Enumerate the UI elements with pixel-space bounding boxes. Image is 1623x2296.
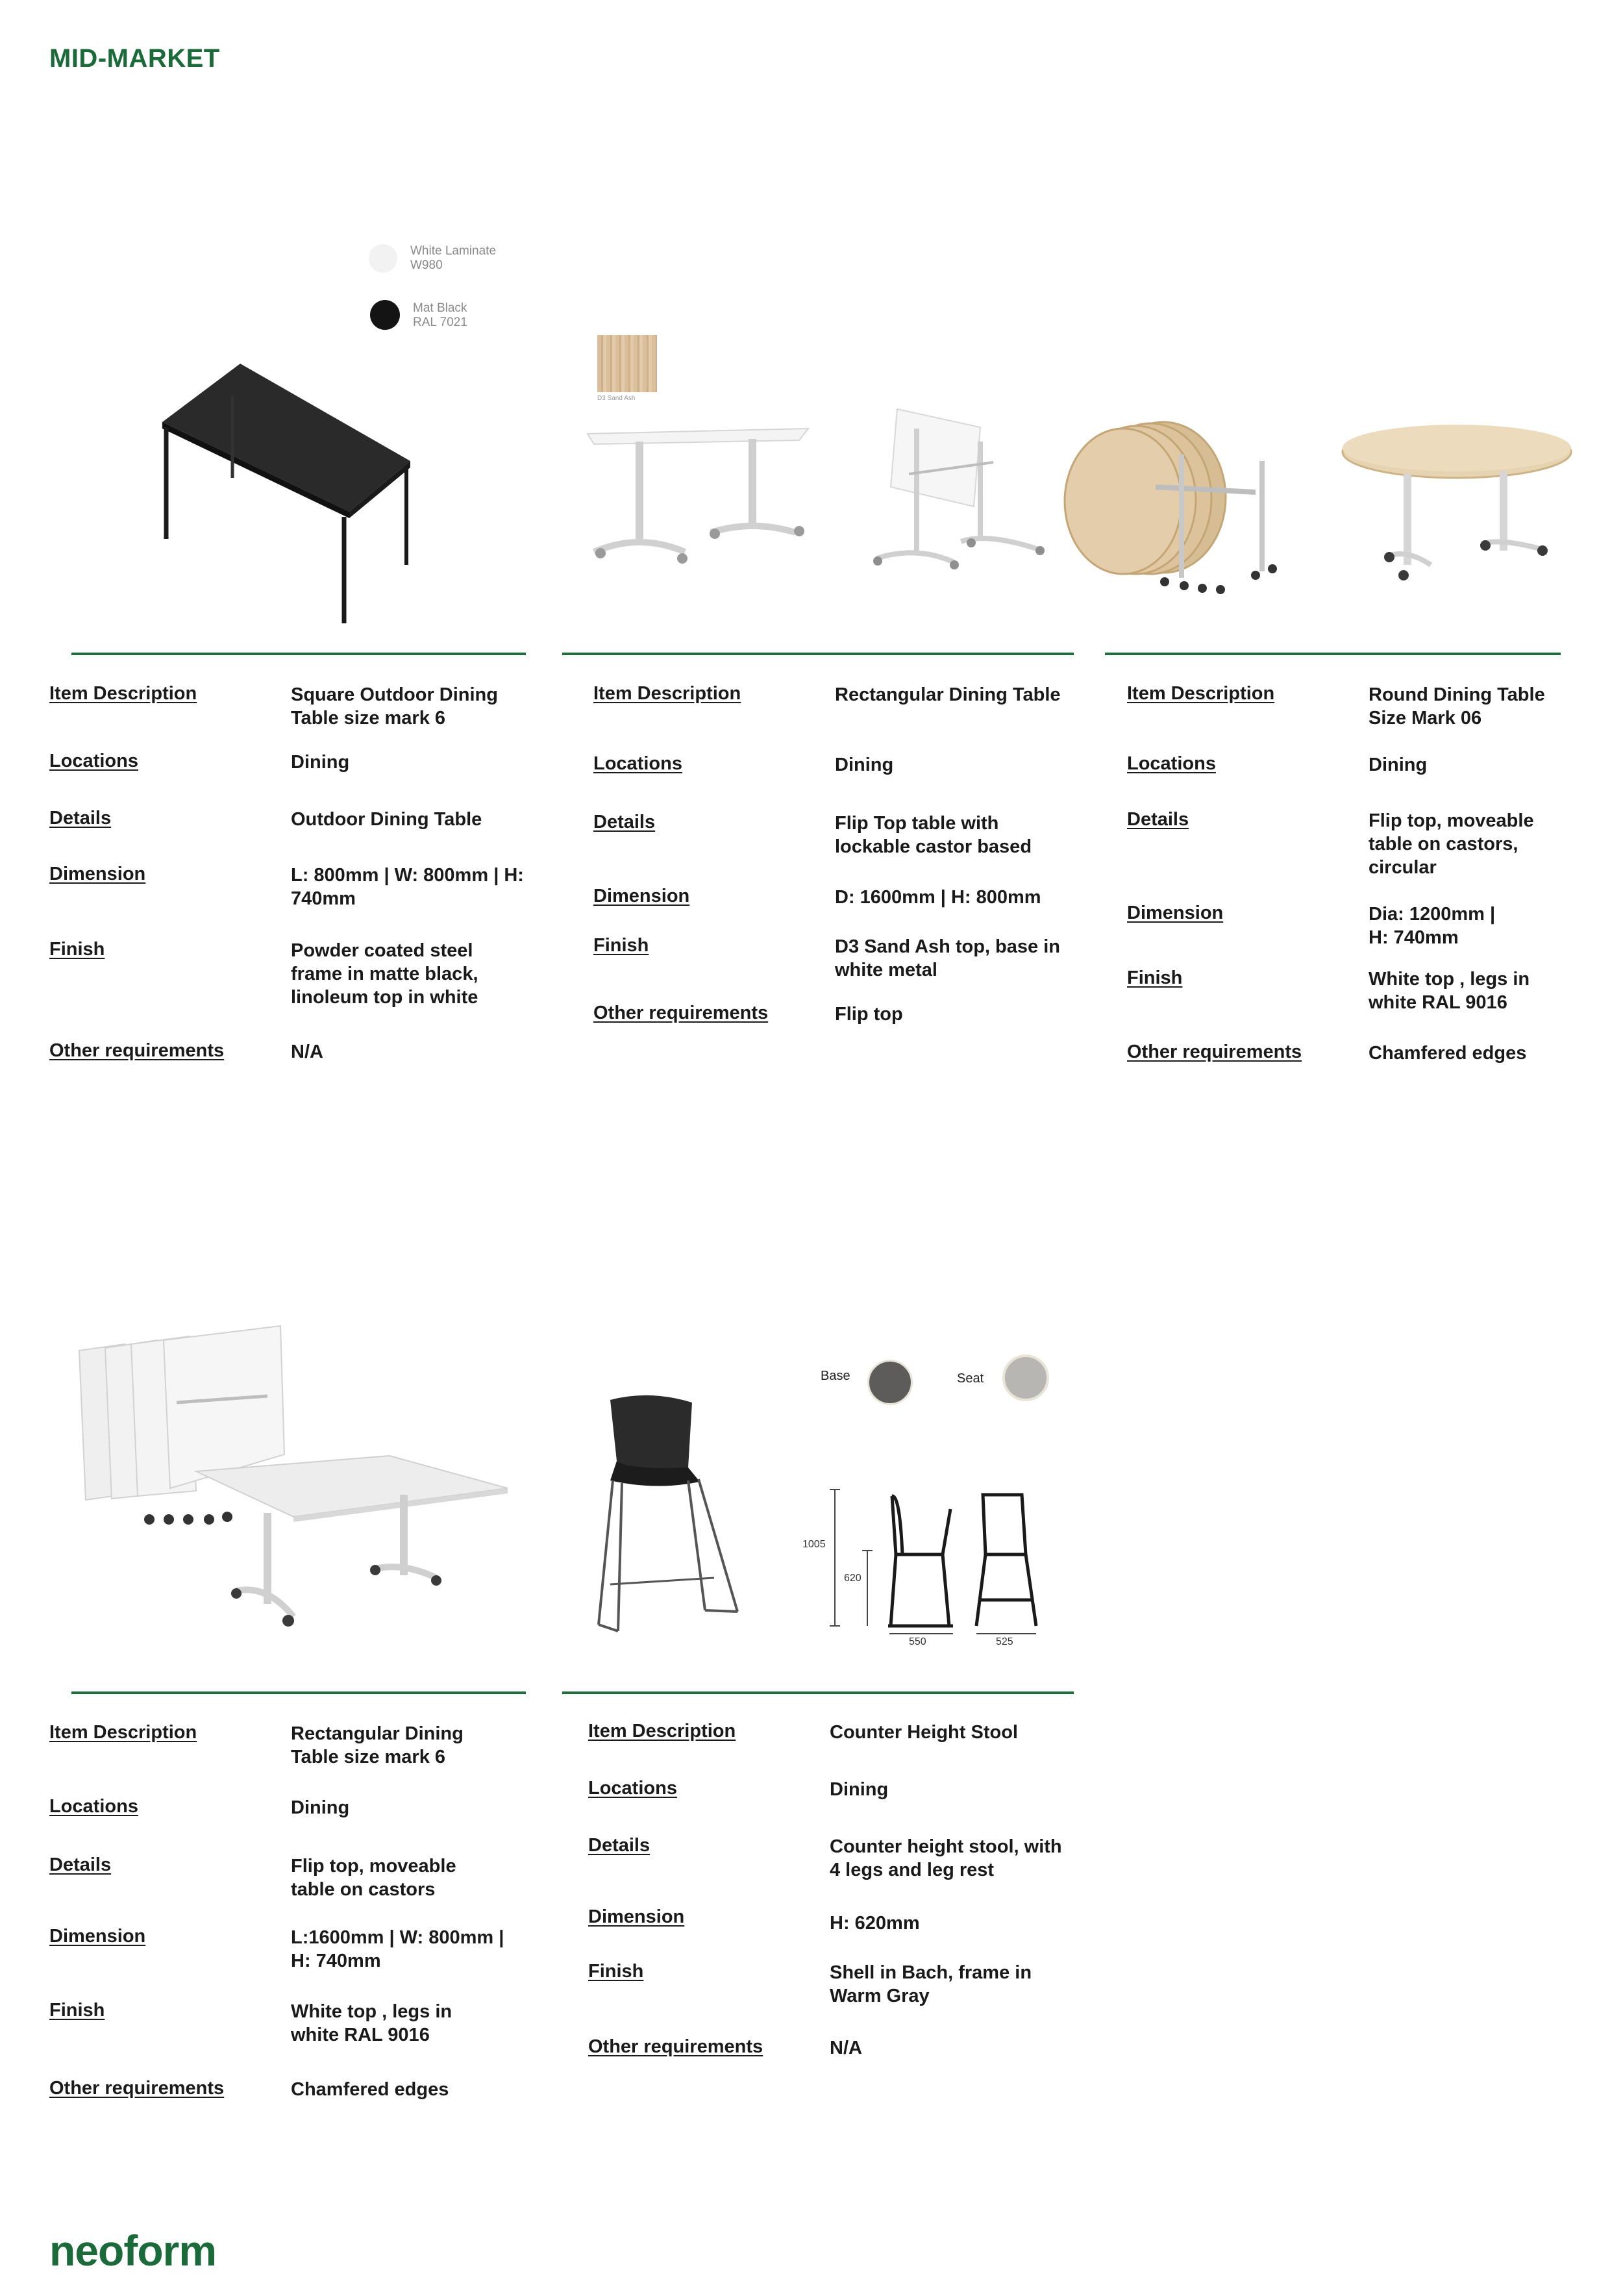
- value-other-requirements: Flip top: [835, 1004, 903, 1025]
- value-locations: Dining: [830, 1779, 889, 1800]
- value-dimension: L:1600mm | W: 800mm | H: 740mm: [291, 1927, 504, 1971]
- value-finish: Powder coated steel frame in matte black, linoleum top in white: [291, 940, 478, 1008]
- divider-product-3: [1105, 653, 1561, 655]
- divider-product-5: [562, 1691, 1074, 1694]
- value-finish: White top , legs in white RAL 9016: [291, 2001, 452, 2045]
- label-locations: Locations: [588, 1778, 677, 1799]
- label-finish: Finish: [593, 935, 649, 956]
- label-dimension: Dimension: [49, 864, 146, 884]
- value-locations: Dining: [835, 755, 894, 775]
- stool-seat-swatch: [1002, 1354, 1049, 1401]
- value-details: Flip Top table with lockable castor based: [835, 813, 1032, 857]
- label-details: Details: [1127, 809, 1189, 830]
- dimension-front-width: 525: [996, 1636, 1013, 1647]
- value-item-description: Counter Height Stool: [830, 1722, 1018, 1743]
- value-item-description: Rectangular Dining Table size mark 6: [291, 1723, 464, 1767]
- swatch-white-label: White Laminate W980: [410, 244, 497, 272]
- value-dimension: D: 1600mm | H: 800mm: [835, 887, 1041, 908]
- page-title: MID-MARKET: [49, 44, 220, 73]
- value-locations: Dining: [291, 1797, 350, 1818]
- value-details: Counter height stool, with 4 legs and leg rest: [830, 1836, 1062, 1880]
- product-image-round-table-open: [1327, 422, 1587, 604]
- value-item-description: Square Outdoor Dining Table size mark 6: [291, 684, 498, 729]
- value-details: Flip top, moveable table on castors, circular: [1369, 810, 1534, 878]
- product-image-rectangular-tables-stacked: [53, 1318, 534, 1643]
- product-image-counter-stool: [591, 1390, 747, 1636]
- value-dimension: H: 620mm: [830, 1913, 920, 1934]
- label-other-requirements: Other requirements: [49, 1040, 225, 1061]
- product-image-round-tables-stacked: [1093, 416, 1314, 604]
- label-dimension: Dimension: [1127, 903, 1224, 923]
- stool-base-label: Base: [821, 1369, 850, 1383]
- label-finish: Finish: [588, 1961, 644, 1982]
- value-other-requirements: N/A: [291, 1042, 323, 1062]
- label-other-requirements: Other requirements: [49, 2078, 225, 2099]
- value-locations: Dining: [1369, 755, 1428, 775]
- label-dimension: Dimension: [49, 1926, 146, 1947]
- value-finish: D3 Sand Ash top, base in white metal: [835, 936, 1060, 980]
- dimension-side-width: 550: [909, 1636, 926, 1647]
- label-finish: Finish: [49, 939, 105, 960]
- label-details: Details: [49, 1854, 112, 1875]
- dimension-seat-height: 620: [844, 1573, 861, 1584]
- value-finish: Shell in Bach, frame in Warm Gray: [830, 1962, 1032, 2006]
- value-item-description: Rectangular Dining Table: [835, 684, 1061, 705]
- label-dimension: Dimension: [588, 1906, 685, 1927]
- value-other-requirements: Chamfered edges: [291, 2079, 449, 2100]
- label-finish: Finish: [49, 2000, 105, 2021]
- value-details: Outdoor Dining Table: [291, 809, 482, 830]
- label-locations: Locations: [593, 753, 682, 774]
- swatch-sand-ash: [597, 335, 657, 392]
- stool-seat-label: Seat: [957, 1371, 984, 1386]
- dimension-total-height: 1005: [802, 1539, 826, 1550]
- value-finish: White top , legs in white RAL 9016: [1369, 969, 1530, 1013]
- value-item-description: Round Dining Table Size Mark 06: [1369, 684, 1545, 729]
- swatch-black-label: Mat Black RAL 7021: [413, 301, 467, 329]
- label-other-requirements: Other requirements: [593, 1003, 769, 1023]
- label-item-description: Item Description: [49, 1722, 197, 1743]
- label-item-description: Item Description: [588, 1721, 736, 1741]
- label-locations: Locations: [49, 751, 138, 771]
- divider-product-2: [562, 653, 1074, 655]
- swatch-sand-ash-caption: D3 Sand Ash: [597, 395, 636, 402]
- label-dimension: Dimension: [593, 886, 690, 906]
- label-details: Details: [593, 812, 656, 832]
- divider-product-1: [71, 653, 526, 655]
- value-other-requirements: N/A: [830, 2038, 862, 2058]
- label-finish: Finish: [1127, 967, 1183, 988]
- value-dimension: Dia: 1200mm | H: 740mm: [1369, 904, 1496, 948]
- divider-product-4: [71, 1691, 526, 1694]
- value-details: Flip top, moveable table on castors: [291, 1856, 456, 1900]
- label-other-requirements: Other requirements: [588, 2036, 763, 2057]
- neoform-logo: neoform: [49, 2227, 216, 2275]
- product-image-rectangular-table-open: [588, 416, 815, 571]
- label-item-description: Item Description: [49, 683, 197, 704]
- swatch-white: [369, 244, 397, 273]
- stool-dimension-drawing: [795, 1483, 1054, 1645]
- label-details: Details: [588, 1835, 650, 1856]
- swatch-black: [370, 300, 400, 330]
- label-details: Details: [49, 808, 112, 829]
- label-item-description: Item Description: [1127, 683, 1275, 704]
- value-other-requirements: Chamfered edges: [1369, 1043, 1527, 1064]
- value-locations: Dining: [291, 752, 350, 773]
- label-locations: Locations: [1127, 753, 1216, 774]
- product-image-rectangular-table-folded: [863, 403, 1058, 578]
- label-item-description: Item Description: [593, 683, 741, 704]
- label-other-requirements: Other requirements: [1127, 1042, 1302, 1062]
- stool-base-swatch: [867, 1360, 913, 1405]
- product-image-square-outdoor-table: [149, 357, 422, 630]
- value-dimension: L: 800mm | W: 800mm | H: 740mm: [291, 865, 524, 909]
- label-locations: Locations: [49, 1796, 138, 1817]
